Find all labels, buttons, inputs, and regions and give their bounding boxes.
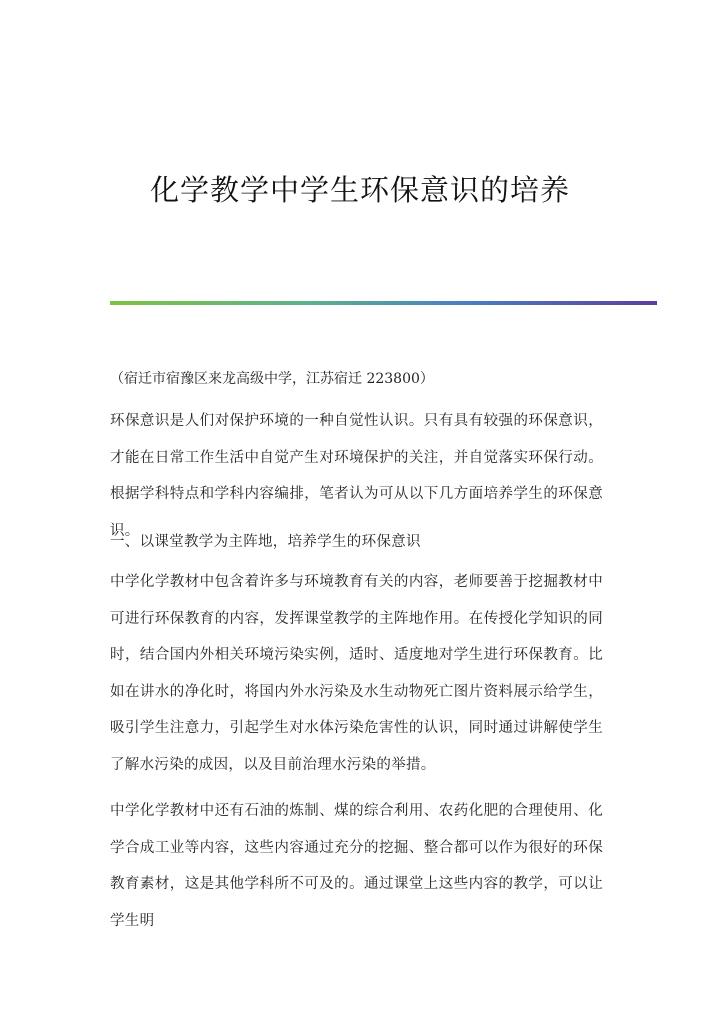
document-title: 化学教学中学生环保意识的培养 [149, 173, 570, 207]
author-affiliation: （宿迁市宿豫区来龙高级中学，江苏宿迁 223800） [110, 371, 434, 387]
section-heading: 一、以课堂教学为主阵地，培养学生的环保意识 [110, 534, 421, 550]
paragraph-body-1: 中学化学教材中包含着许多与环境教育有关的内容，老师要善于挖掘教材中可进行环保教育的内容，发挥课堂教学的主阵地作用。在传授化学知识的同时，结合国内外相关环境污染实例，适时、适度地对学生进行环保教育。比如在讲水的净化时，将国内外水污染及水生动物死亡图片资料展示给学生，吸引学生注意力，引起学生对水体污染危害性的认识，同时通过讲解使学生了解水污染的成因，以及目前治理水污染的举措。 [110, 574, 603, 773]
title-divider [110, 301, 657, 305]
paragraph-intro: 环保意识是人们对保护环境的一种自觉性认识。只有具有较强的环保意识，才能在日常工作生活中自觉产生对环境保护的关注，并自觉落实环保行动。根据学科特点和学科内容编排，笔者认为可从以下几方面培养学生的环保意识。 [110, 413, 603, 539]
paragraph-body-2: 中学化学教材中还有石油的炼制、煤的综合利用、农药化肥的合理使用、化学合成工业等内容，这些内容通过充分的挖掘、整合都可以作为很好的环保教育素材，这是其他学科所不可及的。通过课堂上这些内容的教学，可以让学生明 [110, 803, 603, 929]
